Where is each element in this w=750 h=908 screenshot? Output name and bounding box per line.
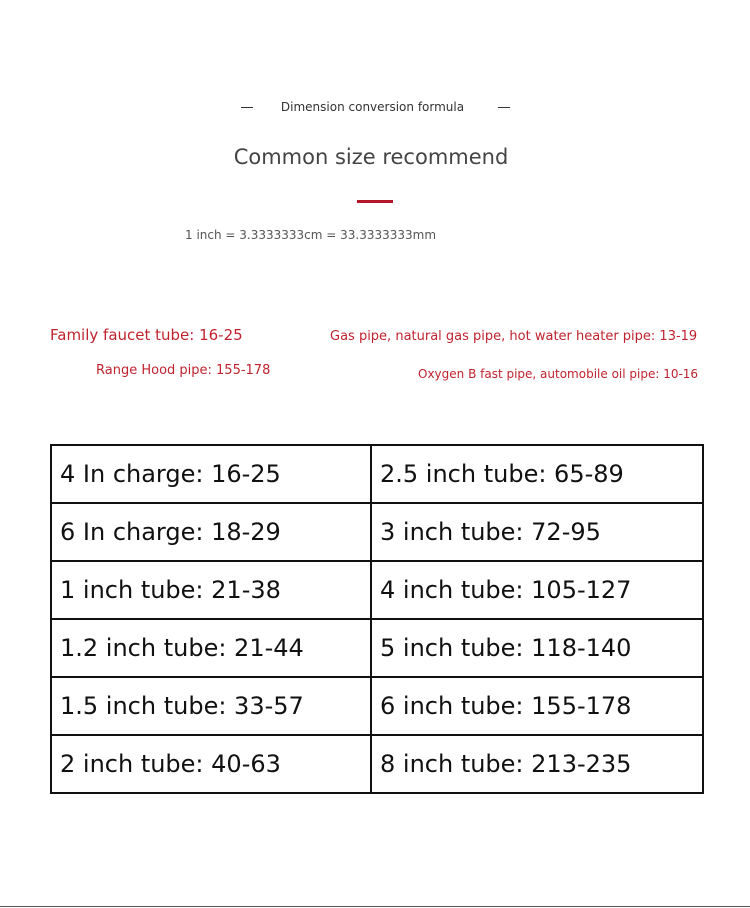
table-cell: 8 inch tube: 213-235 xyxy=(371,735,703,793)
note-oxygen-pipe: Oxygen B fast pipe, automobile oil pipe: 10-16 xyxy=(418,367,699,381)
table-cell: 2 inch tube: 40-63 xyxy=(51,735,371,793)
note-gas-pipe: Gas pipe, natural gas pipe, hot water heater pipe: 13-19 xyxy=(330,329,698,344)
subtitle-dash-right xyxy=(498,107,510,108)
size-table xyxy=(50,444,704,794)
table-row xyxy=(51,735,703,793)
subtitle: Dimension conversion formula xyxy=(280,100,465,114)
table-cell: 3 inch tube: 72-95 xyxy=(371,503,703,561)
title-underline xyxy=(357,200,393,203)
table-cell: 4 inch tube: 105-127 xyxy=(371,561,703,619)
page-title: Common size recommend xyxy=(233,145,509,169)
bottom-divider xyxy=(0,906,750,907)
table-cell: 4 In charge: 16-25 xyxy=(51,445,371,503)
table-cell: 6 In charge: 18-29 xyxy=(51,503,371,561)
table-cell: 1.2 inch tube: 21-44 xyxy=(51,619,371,677)
conversion-formula: 1 inch = 3.3333333cm = 33.3333333mm xyxy=(185,228,437,242)
table-cell: 1 inch tube: 21-38 xyxy=(51,561,371,619)
table-row xyxy=(51,561,703,619)
table-cell: 1.5 inch tube: 33-57 xyxy=(51,677,371,735)
table-cell: 2.5 inch tube: 65-89 xyxy=(371,445,703,503)
table-row xyxy=(51,445,703,503)
note-family-faucet: Family faucet tube: 16-25 xyxy=(50,326,243,344)
table-row xyxy=(51,503,703,561)
table-row xyxy=(51,677,703,735)
table-cell: 6 inch tube: 155-178 xyxy=(371,677,703,735)
table-row xyxy=(51,619,703,677)
note-range-hood: Range Hood pipe: 155-178 xyxy=(96,363,271,378)
table-cell: 5 inch tube: 118-140 xyxy=(371,619,703,677)
